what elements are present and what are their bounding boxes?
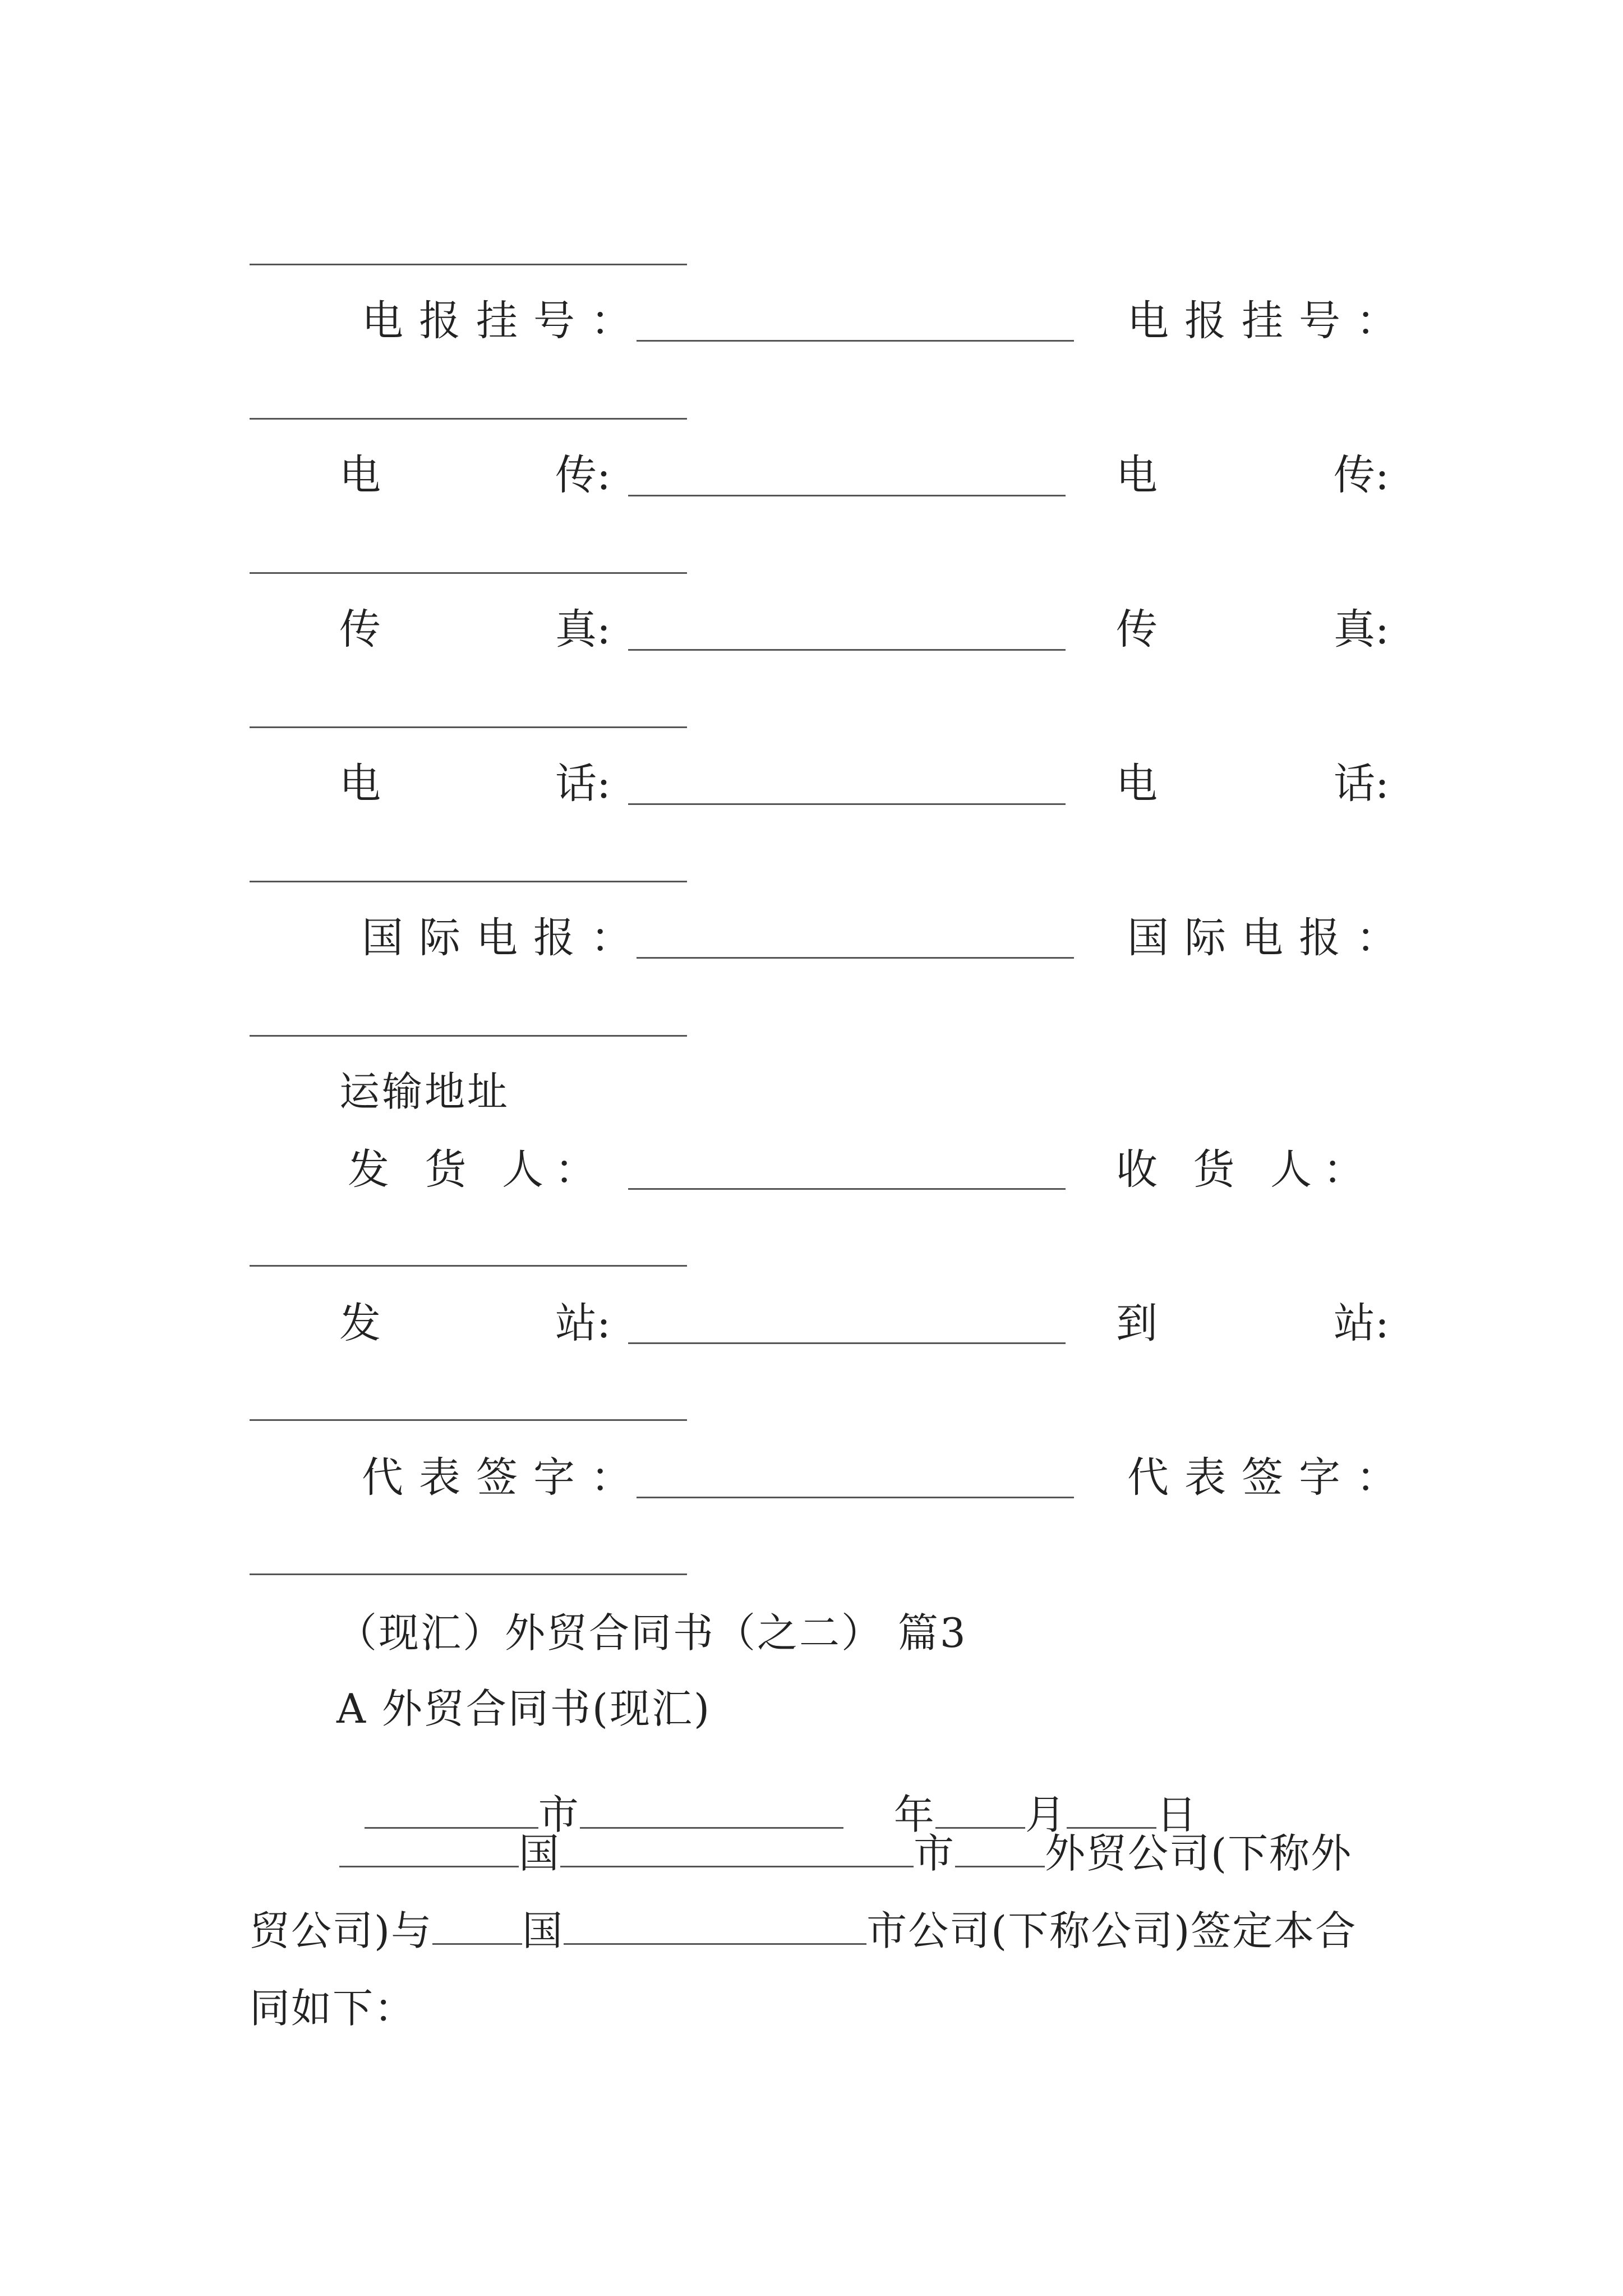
consignee-field[interactable] [250, 1265, 687, 1267]
signature-label-right: 代表签字： [1127, 1453, 1413, 1502]
country1-blank[interactable] [339, 1832, 519, 1867]
month-label: 月 [1025, 1791, 1067, 1838]
fax-label-right-char1: 传 [1116, 605, 1158, 654]
contract-subtitle: A 外贸合同书(现汇) [336, 1685, 712, 1732]
signature-label-left: 代表签字： [362, 1453, 648, 1502]
intl-cable-label-right: 国际电报： [1127, 914, 1413, 962]
telex-label-left-char2: 传: [555, 451, 611, 499]
parties-rest-text: 市公司(下称公司)签定本合同如下： [250, 1907, 1357, 2032]
fax-field-right[interactable] [250, 726, 687, 728]
year-label: 年 [893, 1791, 935, 1838]
shipper-field[interactable] [628, 1188, 1066, 1190]
phone-label-right-char2: 话: [1334, 760, 1389, 808]
city-label: 市 [538, 1791, 580, 1838]
fax-label-left-char2: 真: [555, 605, 611, 654]
arrival-station-field[interactable] [250, 1419, 687, 1421]
city1-label: 市 [914, 1830, 956, 1877]
day-label: 日 [1156, 1791, 1198, 1838]
phone-field-right[interactable] [250, 881, 687, 882]
telex-label-right-char2: 传: [1334, 451, 1389, 499]
signature-field-left[interactable] [637, 1497, 1074, 1498]
company1-blank[interactable] [955, 1832, 1045, 1867]
telex-field-right[interactable] [250, 572, 687, 574]
city2-blank[interactable] [564, 1910, 866, 1945]
phone-label-left-char1: 电 [339, 760, 381, 808]
departure-station-label-char2: 站: [555, 1299, 611, 1347]
cable-address-label-left: 电报挂号： [362, 297, 648, 345]
signature-field-right[interactable] [250, 1573, 687, 1575]
city1-blank[interactable] [560, 1832, 914, 1867]
arrival-station-label-char1: 到 [1116, 1299, 1158, 1347]
parties-paragraph [250, 1815, 1385, 2047]
blank-line [250, 264, 687, 265]
country2-label: 国 [522, 1907, 564, 1954]
consignee-label: 收 货 人： [1116, 1145, 1376, 1194]
section-title: （现汇）外贸合同书（之二） 篇3 [336, 1609, 967, 1657]
arrival-station-label-char2: 站: [1334, 1299, 1389, 1347]
intl-cable-field-right[interactable] [250, 1035, 687, 1037]
telex-field-left[interactable] [628, 495, 1066, 496]
telex-label-left-char1: 电 [339, 451, 381, 499]
phone-field-left[interactable] [628, 803, 1066, 805]
country2-blank[interactable] [432, 1910, 522, 1945]
intl-cable-label-left: 国际电报： [362, 914, 648, 962]
cable-address-label-right: 电报挂号： [1127, 297, 1413, 345]
fax-field-left[interactable] [628, 649, 1066, 651]
telex-label-right-char1: 电 [1116, 451, 1158, 499]
departure-station-field[interactable] [628, 1342, 1066, 1344]
phone-label-left-char2: 话: [555, 760, 611, 808]
fax-label-right-char2: 真: [1334, 605, 1389, 654]
cable-address-field-left[interactable] [637, 340, 1074, 342]
phone-label-right-char1: 电 [1116, 760, 1158, 808]
shipper-label: 发 货 人： [348, 1145, 608, 1194]
company1-text: 外贸公司(下称外贸公司)与 [250, 1830, 1353, 1954]
cable-address-field-right[interactable] [250, 418, 687, 420]
shipping-address-heading: 运输地址 [339, 1068, 510, 1115]
intl-cable-field-left[interactable] [637, 957, 1074, 959]
fax-label-left-char1: 传 [339, 605, 381, 654]
departure-station-label-char1: 发 [339, 1299, 381, 1347]
country1-label: 国 [519, 1830, 561, 1877]
